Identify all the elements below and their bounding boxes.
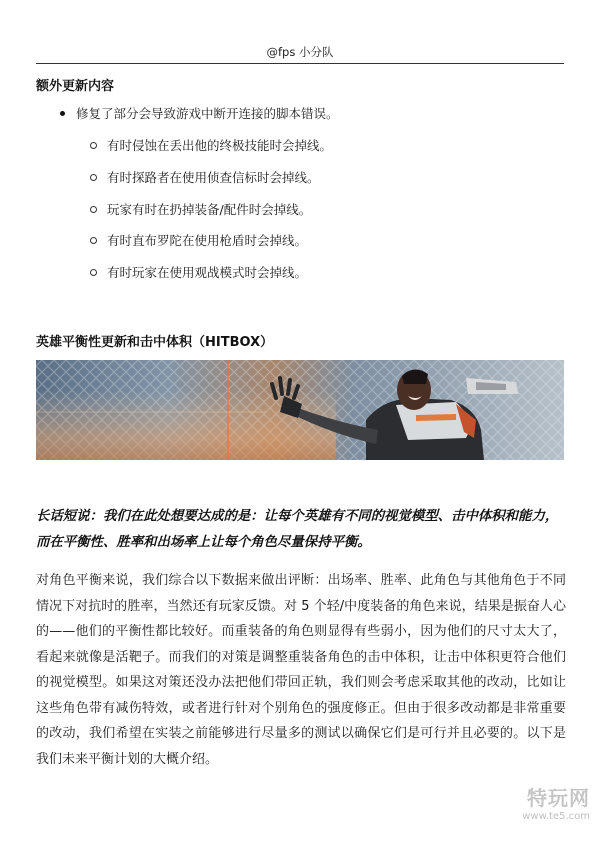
watermark-url: www.te5.com	[522, 811, 590, 822]
sub-item-text: 有时探路者在使用侦查信标时会掉线。	[107, 170, 320, 185]
sub-list-item	[90, 263, 307, 281]
sub-item-text: 有时直布罗陀在使用枪盾时会掉线。	[107, 233, 308, 248]
bullet-item	[60, 104, 339, 122]
sub-list-item	[90, 200, 311, 218]
sub-list-item	[90, 168, 320, 186]
site-watermark	[522, 782, 590, 822]
section-title-extra-updates: 额外更新内容	[36, 79, 115, 94]
page-header: @fps 小分队	[266, 45, 334, 59]
sub-item-text: 玩家有时在扔掉装备/配件时会掉线。	[107, 202, 312, 217]
bullet-text: 修复了部分会导致游戏中断开连接的脚本错误。	[76, 106, 339, 121]
sub-list-item	[90, 136, 332, 154]
circle-bullet-icon	[90, 174, 97, 181]
section-title-hero-balance: 英雄平衡性更新和击中体积（HITBOX）	[36, 335, 274, 350]
hero-banner-image	[36, 360, 564, 460]
body-paragraph: 对角色平衡来说，我们综合以下数据来做出评断：出场率、胜率、此角色与其他角色于不同情况下对抗时的胜率，当然还有玩家反馈。对 5 个轻/中度装备的角色来说，结果是振奋人心的——他们的平衡性都比较好。而重装备的角色则显得有些弱小，因为他们的尺寸太大了，看起来就像是活靶子。而我们的对策是调整重装备角色的击中体积，让击中体积更符合他们的视觉模型。如果这对策还没办法把他们带回正轨，我们则会考虑采取其他的改动，比如让这些角色带有减伤特效，或者进行针对个别角色的强度修正。但由于很多改动都是非常重要的改动，我们希望在实装之前能够进行尽量多的测试以确保它们是可行并且必要的。以下是我们未来平衡计划的大概介绍。	[36, 573, 566, 767]
circle-bullet-icon	[90, 206, 97, 213]
header-divider	[36, 63, 564, 64]
circle-bullet-icon	[90, 142, 97, 149]
bullet-dot-icon	[60, 111, 65, 116]
sub-list-item	[90, 231, 307, 249]
circle-bullet-icon	[90, 269, 97, 276]
sub-item-text: 有时侵蚀在丢出他的终极技能时会掉线。	[107, 138, 333, 153]
sub-item-text: 有时玩家在使用观战模式时会掉线。	[107, 265, 308, 280]
circle-bullet-icon	[90, 237, 97, 244]
summary-paragraph: 长话短说：我们在此处想要达成的是：让每个英雄有不同的视觉模型、击中体积和能力，而在平衡性、胜率和出场率上让每个角色尽量保持平衡。	[36, 509, 559, 550]
watermark-logo: 特玩网	[527, 786, 590, 810]
